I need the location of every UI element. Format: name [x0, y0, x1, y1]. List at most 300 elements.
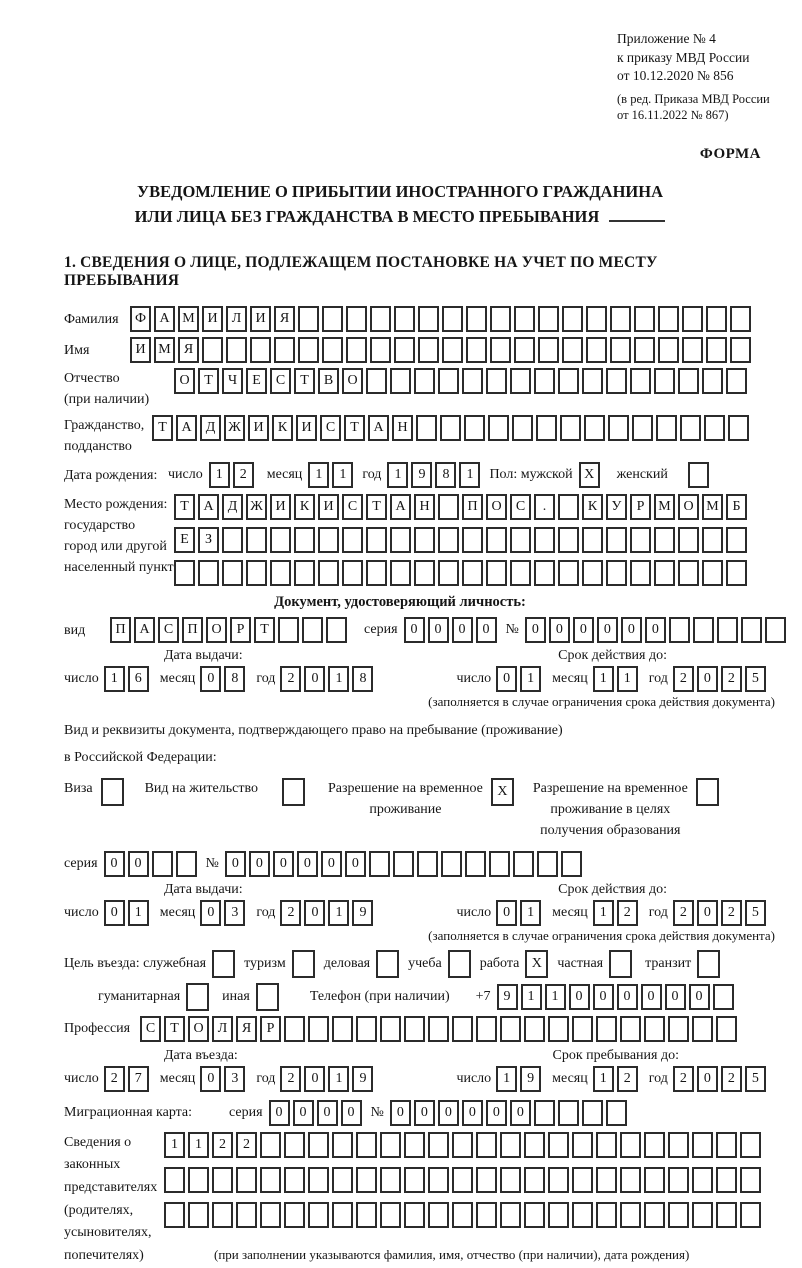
char-box[interactable]: [441, 851, 462, 877]
char-box[interactable]: 2: [280, 900, 301, 926]
char-box[interactable]: [369, 851, 390, 877]
char-box[interactable]: [465, 851, 486, 877]
char-box[interactable]: [534, 368, 555, 394]
char-box[interactable]: 0: [304, 1066, 325, 1092]
char-box[interactable]: Т: [174, 494, 195, 520]
birth-place-row2-boxes[interactable]: [174, 527, 750, 553]
char-box[interactable]: [765, 617, 786, 643]
patronymic-boxes[interactable]: [174, 368, 750, 394]
char-box[interactable]: 2: [673, 900, 694, 926]
char-box[interactable]: [380, 1016, 401, 1042]
birth-day-boxes[interactable]: [209, 462, 257, 488]
char-box[interactable]: [596, 1016, 617, 1042]
char-box[interactable]: [404, 1132, 425, 1158]
char-box[interactable]: [524, 1167, 545, 1193]
char-box[interactable]: [548, 1202, 569, 1228]
char-box[interactable]: 0: [345, 851, 366, 877]
char-box[interactable]: К: [272, 415, 293, 441]
char-box[interactable]: [692, 1202, 713, 1228]
char-box[interactable]: [428, 1202, 449, 1228]
char-box[interactable]: [404, 1167, 425, 1193]
char-box[interactable]: 0: [104, 851, 125, 877]
char-box[interactable]: [682, 306, 703, 332]
char-box[interactable]: [716, 1132, 737, 1158]
char-box[interactable]: [706, 337, 727, 363]
char-box[interactable]: [462, 527, 483, 553]
char-box[interactable]: [294, 560, 315, 586]
char-box[interactable]: Р: [630, 494, 651, 520]
char-box[interactable]: 1: [328, 1066, 349, 1092]
char-box[interactable]: [308, 1202, 329, 1228]
char-box[interactable]: [380, 1167, 401, 1193]
char-box[interactable]: [606, 1100, 627, 1126]
char-box[interactable]: Ф: [130, 306, 151, 332]
char-box[interactable]: В: [318, 368, 339, 394]
char-box[interactable]: [726, 527, 747, 553]
char-box[interactable]: [440, 415, 461, 441]
char-box[interactable]: [536, 415, 557, 441]
char-box[interactable]: [212, 1167, 233, 1193]
char-box[interactable]: 1: [332, 462, 353, 488]
char-box[interactable]: 8: [224, 666, 245, 692]
char-box[interactable]: X: [579, 462, 600, 488]
char-box[interactable]: 0: [273, 851, 294, 877]
char-box[interactable]: [418, 306, 439, 332]
char-box[interactable]: [322, 337, 343, 363]
char-box[interactable]: [668, 1167, 689, 1193]
char-box[interactable]: [370, 337, 391, 363]
char-box[interactable]: [302, 617, 323, 643]
char-box[interactable]: [332, 1132, 353, 1158]
char-box[interactable]: [476, 1132, 497, 1158]
char-box[interactable]: [236, 1202, 257, 1228]
char-box[interactable]: Д: [200, 415, 221, 441]
char-box[interactable]: К: [582, 494, 603, 520]
char-box[interactable]: [716, 1202, 737, 1228]
char-box[interactable]: [390, 527, 411, 553]
char-box[interactable]: 2: [104, 1066, 125, 1092]
char-box[interactable]: [558, 527, 579, 553]
char-box[interactable]: Н: [392, 415, 413, 441]
char-box[interactable]: [740, 1202, 761, 1228]
char-box[interactable]: Л: [226, 306, 247, 332]
char-box[interactable]: [366, 560, 387, 586]
char-box[interactable]: 7: [128, 1066, 149, 1092]
char-box[interactable]: Т: [164, 1016, 185, 1042]
entry-year-boxes[interactable]: [280, 1066, 376, 1092]
char-box[interactable]: О: [188, 1016, 209, 1042]
char-box[interactable]: [658, 337, 679, 363]
char-box[interactable]: [284, 1167, 305, 1193]
char-box[interactable]: [418, 337, 439, 363]
char-box[interactable]: [620, 1016, 641, 1042]
char-box[interactable]: [656, 415, 677, 441]
char-box[interactable]: [524, 1016, 545, 1042]
stay-year-boxes[interactable]: [673, 1066, 769, 1092]
char-box[interactable]: [668, 1132, 689, 1158]
char-box[interactable]: [164, 1167, 185, 1193]
char-box[interactable]: [438, 560, 459, 586]
char-box[interactable]: Я: [236, 1016, 257, 1042]
char-box[interactable]: [476, 1202, 497, 1228]
char-box[interactable]: [260, 1132, 281, 1158]
char-box[interactable]: [610, 337, 631, 363]
char-box[interactable]: С: [158, 617, 179, 643]
char-box[interactable]: 0: [321, 851, 342, 877]
purpose-official-checkbox[interactable]: [212, 950, 238, 978]
char-box[interactable]: А: [368, 415, 389, 441]
char-box[interactable]: [489, 851, 510, 877]
char-box[interactable]: [356, 1016, 377, 1042]
char-box[interactable]: О: [342, 368, 363, 394]
representatives-row2-boxes[interactable]: [164, 1167, 764, 1193]
char-box[interactable]: 5: [745, 1066, 766, 1092]
phone-boxes[interactable]: [497, 984, 737, 1010]
char-box[interactable]: 0: [404, 617, 425, 643]
char-box[interactable]: [226, 337, 247, 363]
char-box[interactable]: [514, 306, 535, 332]
doc-issue-year-boxes[interactable]: [280, 666, 376, 692]
residence-issue-day-boxes[interactable]: [104, 900, 152, 926]
char-box[interactable]: [692, 1132, 713, 1158]
char-box[interactable]: [222, 560, 243, 586]
char-box[interactable]: 1: [593, 1066, 614, 1092]
char-box[interactable]: [596, 1167, 617, 1193]
purpose-other-checkbox[interactable]: [256, 983, 282, 1011]
char-box[interactable]: 0: [452, 617, 473, 643]
char-box[interactable]: [250, 337, 271, 363]
char-box[interactable]: 0: [697, 666, 718, 692]
surname-boxes[interactable]: [130, 306, 754, 332]
char-box[interactable]: [582, 1100, 603, 1126]
char-box[interactable]: [188, 1167, 209, 1193]
char-box[interactable]: [282, 778, 305, 806]
char-box[interactable]: [500, 1132, 521, 1158]
char-box[interactable]: [332, 1202, 353, 1228]
char-box[interactable]: 0: [621, 617, 642, 643]
char-box[interactable]: [438, 368, 459, 394]
char-box[interactable]: Ч: [222, 368, 243, 394]
char-box[interactable]: 6: [128, 666, 149, 692]
char-box[interactable]: [644, 1016, 665, 1042]
representatives-row3-boxes[interactable]: [164, 1202, 764, 1228]
char-box[interactable]: [376, 950, 399, 978]
char-box[interactable]: [702, 527, 723, 553]
char-box[interactable]: [428, 1167, 449, 1193]
char-box[interactable]: [476, 1016, 497, 1042]
char-box[interactable]: И: [296, 415, 317, 441]
char-box[interactable]: [414, 527, 435, 553]
char-box[interactable]: [608, 415, 629, 441]
char-box[interactable]: [728, 415, 749, 441]
char-box[interactable]: 2: [721, 666, 742, 692]
char-box[interactable]: 0: [414, 1100, 435, 1126]
char-box[interactable]: 0: [597, 617, 618, 643]
char-box[interactable]: [606, 368, 627, 394]
char-box[interactable]: 0: [390, 1100, 411, 1126]
char-box[interactable]: 0: [200, 1066, 221, 1092]
sex-male-checkbox[interactable]: [579, 462, 603, 488]
char-box[interactable]: [292, 950, 315, 978]
char-box[interactable]: 2: [280, 1066, 301, 1092]
char-box[interactable]: [438, 527, 459, 553]
purpose-transit-checkbox[interactable]: [697, 950, 723, 978]
char-box[interactable]: [417, 851, 438, 877]
profession-boxes[interactable]: [140, 1016, 740, 1042]
char-box[interactable]: 0: [697, 1066, 718, 1092]
char-box[interactable]: 1: [328, 666, 349, 692]
char-box[interactable]: [174, 560, 195, 586]
char-box[interactable]: [713, 984, 734, 1010]
char-box[interactable]: [669, 617, 690, 643]
char-box[interactable]: [654, 527, 675, 553]
char-box[interactable]: [697, 950, 720, 978]
char-box[interactable]: 5: [745, 666, 766, 692]
char-box[interactable]: [582, 527, 603, 553]
char-box[interactable]: [356, 1167, 377, 1193]
char-box[interactable]: [584, 415, 605, 441]
char-box[interactable]: 0: [249, 851, 270, 877]
char-box[interactable]: И: [248, 415, 269, 441]
char-box[interactable]: 2: [721, 900, 742, 926]
char-box[interactable]: [466, 337, 487, 363]
char-box[interactable]: [332, 1016, 353, 1042]
doc-valid-year-boxes[interactable]: [673, 666, 769, 692]
char-box[interactable]: [692, 1016, 713, 1042]
purpose-study-checkbox[interactable]: [448, 950, 474, 978]
char-box[interactable]: [572, 1016, 593, 1042]
char-box[interactable]: [634, 306, 655, 332]
char-box[interactable]: 0: [293, 1100, 314, 1126]
char-box[interactable]: О: [174, 368, 195, 394]
char-box[interactable]: 0: [200, 666, 221, 692]
char-box[interactable]: [246, 560, 267, 586]
residence-number-boxes[interactable]: [225, 851, 585, 877]
char-box[interactable]: О: [206, 617, 227, 643]
char-box[interactable]: [394, 337, 415, 363]
char-box[interactable]: [284, 1202, 305, 1228]
char-box[interactable]: А: [390, 494, 411, 520]
char-box[interactable]: 1: [128, 900, 149, 926]
residence-valid-day-boxes[interactable]: [496, 900, 544, 926]
char-box[interactable]: [696, 778, 719, 806]
char-box[interactable]: К: [294, 494, 315, 520]
char-box[interactable]: 0: [496, 900, 517, 926]
char-box[interactable]: 9: [411, 462, 432, 488]
char-box[interactable]: И: [202, 306, 223, 332]
char-box[interactable]: 0: [104, 900, 125, 926]
char-box[interactable]: С: [342, 494, 363, 520]
char-box[interactable]: 3: [224, 1066, 245, 1092]
char-box[interactable]: 9: [352, 900, 373, 926]
char-box[interactable]: Б: [726, 494, 747, 520]
char-box[interactable]: 0: [462, 1100, 483, 1126]
char-box[interactable]: [404, 1016, 425, 1042]
char-box[interactable]: [688, 462, 709, 488]
char-box[interactable]: [414, 560, 435, 586]
char-box[interactable]: 1: [164, 1132, 185, 1158]
char-box[interactable]: [678, 368, 699, 394]
residence-issue-month-boxes[interactable]: [200, 900, 248, 926]
char-box[interactable]: [490, 306, 511, 332]
char-box[interactable]: [270, 560, 291, 586]
char-box[interactable]: А: [134, 617, 155, 643]
char-box[interactable]: [678, 527, 699, 553]
birth-place-row3-boxes[interactable]: [174, 560, 750, 586]
char-box[interactable]: [609, 950, 632, 978]
temp-permit-checkbox[interactable]: [491, 778, 517, 806]
char-box[interactable]: [740, 1132, 761, 1158]
char-box[interactable]: [260, 1202, 281, 1228]
char-box[interactable]: 0: [645, 617, 666, 643]
char-box[interactable]: [414, 368, 435, 394]
char-box[interactable]: П: [182, 617, 203, 643]
residence-permit-checkbox[interactable]: [282, 778, 308, 806]
char-box[interactable]: А: [176, 415, 197, 441]
char-box[interactable]: [318, 527, 339, 553]
char-box[interactable]: [558, 1100, 579, 1126]
char-box[interactable]: [466, 306, 487, 332]
char-box[interactable]: [668, 1202, 689, 1228]
char-box[interactable]: И: [318, 494, 339, 520]
char-box[interactable]: 0: [689, 984, 710, 1010]
representatives-row1-boxes[interactable]: [164, 1132, 764, 1158]
char-box[interactable]: [390, 368, 411, 394]
char-box[interactable]: [702, 560, 723, 586]
char-box[interactable]: Т: [344, 415, 365, 441]
char-box[interactable]: У: [606, 494, 627, 520]
char-box[interactable]: [462, 368, 483, 394]
char-box[interactable]: [500, 1016, 521, 1042]
char-box[interactable]: [548, 1132, 569, 1158]
char-box[interactable]: Д: [222, 494, 243, 520]
given-name-boxes[interactable]: [130, 337, 754, 363]
char-box[interactable]: [716, 1016, 737, 1042]
char-box[interactable]: 2: [236, 1132, 257, 1158]
char-box[interactable]: [582, 368, 603, 394]
char-box[interactable]: [416, 415, 437, 441]
char-box[interactable]: [462, 560, 483, 586]
char-box[interactable]: Я: [274, 306, 295, 332]
char-box[interactable]: [322, 306, 343, 332]
char-box[interactable]: [644, 1167, 665, 1193]
char-box[interactable]: [630, 560, 651, 586]
char-box[interactable]: С: [270, 368, 291, 394]
char-box[interactable]: [632, 415, 653, 441]
char-box[interactable]: X: [525, 950, 548, 978]
char-box[interactable]: И: [130, 337, 151, 363]
char-box[interactable]: [428, 1016, 449, 1042]
char-box[interactable]: 3: [224, 900, 245, 926]
char-box[interactable]: [610, 306, 631, 332]
residence-valid-month-boxes[interactable]: [593, 900, 641, 926]
char-box[interactable]: [448, 950, 471, 978]
char-box[interactable]: [561, 851, 582, 877]
char-box[interactable]: [706, 306, 727, 332]
doc-number-boxes[interactable]: [525, 617, 789, 643]
char-box[interactable]: [512, 415, 533, 441]
char-box[interactable]: [393, 851, 414, 877]
doc-series-boxes[interactable]: [404, 617, 500, 643]
char-box[interactable]: [586, 306, 607, 332]
char-box[interactable]: [534, 560, 555, 586]
char-box[interactable]: 1: [104, 666, 125, 692]
char-box[interactable]: 0: [269, 1100, 290, 1126]
stay-month-boxes[interactable]: [593, 1066, 641, 1092]
char-box[interactable]: [346, 337, 367, 363]
char-box[interactable]: 1: [459, 462, 480, 488]
char-box[interactable]: [510, 527, 531, 553]
char-box[interactable]: [740, 1167, 761, 1193]
char-box[interactable]: [356, 1202, 377, 1228]
char-box[interactable]: [212, 1202, 233, 1228]
char-box[interactable]: [176, 851, 197, 877]
char-box[interactable]: [452, 1016, 473, 1042]
char-box[interactable]: [438, 494, 459, 520]
char-box[interactable]: [464, 415, 485, 441]
char-box[interactable]: [558, 368, 579, 394]
char-box[interactable]: [548, 1167, 569, 1193]
char-box[interactable]: [644, 1132, 665, 1158]
char-box[interactable]: [380, 1202, 401, 1228]
char-box[interactable]: 0: [525, 617, 546, 643]
sex-female-checkbox[interactable]: [688, 462, 712, 488]
char-box[interactable]: [274, 337, 295, 363]
char-box[interactable]: [152, 851, 173, 877]
char-box[interactable]: [442, 306, 463, 332]
char-box[interactable]: З: [198, 527, 219, 553]
char-box[interactable]: П: [110, 617, 131, 643]
char-box[interactable]: [188, 1202, 209, 1228]
birth-place-row1-boxes[interactable]: [174, 494, 750, 520]
char-box[interactable]: [682, 337, 703, 363]
char-box[interactable]: 0: [428, 617, 449, 643]
char-box[interactable]: 2: [721, 1066, 742, 1092]
char-box[interactable]: [562, 337, 583, 363]
char-box[interactable]: [500, 1202, 521, 1228]
char-box[interactable]: .: [534, 494, 555, 520]
purpose-work-checkbox[interactable]: [525, 950, 551, 978]
entry-day-boxes[interactable]: [104, 1066, 152, 1092]
char-box[interactable]: [644, 1202, 665, 1228]
char-box[interactable]: С: [510, 494, 531, 520]
char-box[interactable]: Л: [212, 1016, 233, 1042]
char-box[interactable]: [236, 1167, 257, 1193]
char-box[interactable]: [260, 1167, 281, 1193]
char-box[interactable]: [538, 306, 559, 332]
char-box[interactable]: 0: [317, 1100, 338, 1126]
migration-series-boxes[interactable]: [269, 1100, 365, 1126]
char-box[interactable]: [212, 950, 235, 978]
char-box[interactable]: [620, 1167, 641, 1193]
char-box[interactable]: 1: [328, 900, 349, 926]
char-box[interactable]: Т: [366, 494, 387, 520]
birth-year-boxes[interactable]: [387, 462, 483, 488]
char-box[interactable]: [476, 1167, 497, 1193]
doc-issue-month-boxes[interactable]: [200, 666, 248, 692]
char-box[interactable]: М: [178, 306, 199, 332]
char-box[interactable]: 0: [617, 984, 638, 1010]
char-box[interactable]: [294, 527, 315, 553]
char-box[interactable]: [342, 527, 363, 553]
char-box[interactable]: Е: [246, 368, 267, 394]
char-box[interactable]: Ж: [246, 494, 267, 520]
char-box[interactable]: 9: [520, 1066, 541, 1092]
char-box[interactable]: [717, 617, 738, 643]
char-box[interactable]: [326, 617, 347, 643]
char-box[interactable]: 2: [617, 900, 638, 926]
char-box[interactable]: [366, 527, 387, 553]
